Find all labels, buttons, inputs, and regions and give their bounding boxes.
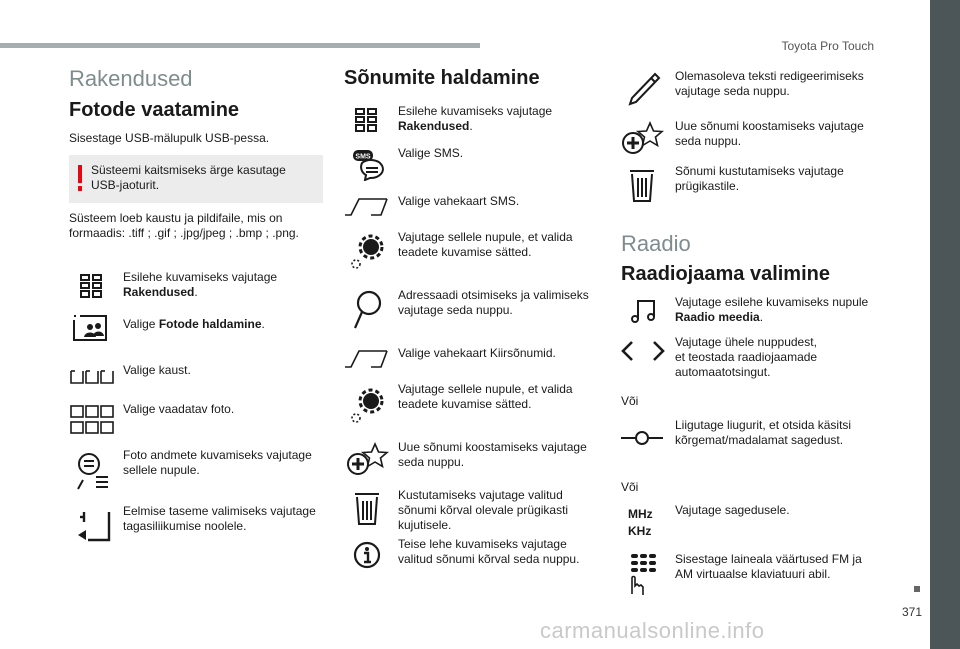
- step-text: Eelmise taseme valimiseks vajutage: [123, 504, 316, 518]
- photo-info-icon: [76, 451, 110, 491]
- step-text: Valige SMS.: [398, 146, 464, 160]
- formats-line-2: formaadis: .tiff ; .gif ; .jpg/jpeg ; .bmp ; .png.: [69, 226, 299, 240]
- watermark: carmanualsonline.info: [540, 618, 765, 643]
- warning-line-1: Süsteemi kaitsmiseks ärge kasutage: [91, 163, 286, 177]
- tab-icon: [344, 198, 388, 216]
- step-text: Vajutage esilehe kuvamiseks nupule: [675, 295, 869, 309]
- warning-mark-icon: [77, 165, 83, 191]
- or-label: Või: [621, 480, 639, 494]
- step-text: Kustutamiseks vajutage valitud: [398, 488, 563, 502]
- chevrons-icon: [620, 340, 666, 362]
- step-text: Vajutage sellele nupule, et valida: [398, 382, 573, 396]
- warning-line-2: USB-jaoturit.: [91, 178, 160, 192]
- settings-gears-icon: [347, 232, 385, 272]
- bold-term: Raadio meedia: [675, 310, 760, 324]
- intro-text: Sisestage USB-mälupulk USB-pessa.: [69, 131, 270, 145]
- frequency-icon: [628, 506, 664, 540]
- photo-viewer-icon: [72, 314, 108, 342]
- step-text-bold-line: [675, 310, 763, 325]
- new-message-icon: [347, 442, 389, 476]
- end-mark: [914, 586, 920, 592]
- step-text: Uue sõnumi koostamiseks vajutage: [675, 119, 864, 133]
- step-text: seda nuppu.: [398, 455, 465, 469]
- sms-icon: [352, 149, 386, 181]
- apps-grid-icon: [80, 274, 102, 298]
- top-rule: [0, 43, 480, 48]
- bold-term: Rakendused: [123, 285, 195, 299]
- step-text: valitud sõnumi kõrval seda nuppu.: [398, 552, 580, 566]
- step-text: Liigutage liugurit, et otsida käsitsi: [675, 418, 852, 432]
- punct: .: [759, 310, 764, 324]
- page-edge-tab: [930, 0, 960, 649]
- pencil-icon: [627, 72, 661, 108]
- bold-term: Fotode haldamine: [158, 317, 262, 331]
- photo-grid-icon: [70, 405, 114, 434]
- punct: .: [194, 285, 198, 299]
- step-text: kõrgemat/madalamat sagedust.: [675, 433, 844, 447]
- step-text: Sisestage laineala väärtused FM ja: [675, 552, 862, 566]
- step-text: teadete kuvamise sätted.: [398, 397, 532, 411]
- page-number: 371: [901, 605, 922, 619]
- step-text: sõnumi kõrval olevale prügikasti: [398, 503, 569, 517]
- step-text: prügikastile.: [675, 179, 740, 193]
- step-text: Uue sõnumi koostamiseks vajutage: [398, 440, 587, 454]
- sms-icon-text: SMS: [355, 153, 371, 161]
- apps-grid-icon: [355, 108, 377, 132]
- step-text: Vajutage ühele nuppudest,: [675, 335, 817, 349]
- step-text: seda nuppu.: [675, 134, 742, 148]
- warning-box: [69, 155, 323, 203]
- search-icon: [352, 290, 382, 330]
- step-text: [123, 317, 265, 332]
- step-text: Vajutage sagedusele.: [675, 503, 790, 517]
- mhz-label: MHz: [628, 507, 653, 521]
- keypad-icon: [624, 552, 660, 596]
- punct: .: [261, 317, 265, 331]
- tab-icon: [344, 350, 388, 368]
- step-text: Olemasoleva teksti redigeerimiseks: [675, 69, 864, 83]
- pre: Valige: [123, 317, 159, 331]
- step-text-bold-line: [123, 285, 198, 300]
- trash-icon: [629, 169, 655, 203]
- step-text: automaatotsingut.: [675, 365, 771, 379]
- section-title-apps: Rakendused: [69, 66, 193, 91]
- step-text: Esilehe kuvamiseks vajutage: [398, 104, 553, 118]
- step-text: et teostada raadiojaamade: [675, 350, 818, 364]
- slider-icon: [620, 427, 664, 449]
- music-note-icon: [630, 298, 656, 324]
- settings-gears-icon: [347, 386, 385, 426]
- step-text: AM virtuaalse klaviatuuri abil.: [675, 567, 831, 581]
- step-text: Valige vaadatav foto.: [123, 402, 235, 416]
- bold-term: Rakendused: [398, 119, 470, 133]
- or-label: Või: [621, 394, 639, 408]
- step-text: Vajutage sellele nupule, et valida: [398, 230, 573, 244]
- step-text: tagasiliikumise noolele.: [123, 519, 247, 533]
- step-text: sellele nupule.: [123, 463, 200, 477]
- step-text: Foto andmete kuvamiseks vajutage: [123, 448, 312, 462]
- step-text: teadete kuvamise sätted.: [398, 245, 532, 259]
- section-title-radio: Raadio: [621, 231, 691, 256]
- formats-line-1: Süsteem loeb kaustu ja pildifaile, mis on: [69, 211, 283, 225]
- step-text: vajutage seda nuppu.: [398, 303, 513, 317]
- back-arrow-icon: [76, 510, 112, 542]
- step-text: Adressaadi otsimiseks ja valimiseks: [398, 288, 589, 302]
- heading-photos: Fotode vaatamine: [69, 99, 240, 121]
- step-text: Teise lehe kuvamiseks vajutage: [398, 537, 567, 551]
- brand-label: Toyota Pro Touch: [781, 39, 874, 53]
- info-icon: [353, 541, 381, 569]
- new-message-icon: [622, 121, 664, 155]
- step-text: Valige vahekaart Kiirsõnumid.: [398, 346, 556, 360]
- step-text-bold-line: [398, 119, 473, 134]
- step-text: kujutisele.: [398, 518, 452, 532]
- heading-radio: Raadiojaama valimine: [621, 263, 830, 285]
- step-text: vajutage seda nuppu.: [675, 84, 790, 98]
- heading-messages: Sõnumite haldamine: [344, 67, 540, 89]
- folders-icon: [70, 370, 114, 384]
- trash-icon: [354, 492, 380, 526]
- step-text: Valige kaust.: [123, 363, 191, 377]
- punct: .: [469, 119, 473, 133]
- step-text: Valige vahekaart SMS.: [398, 194, 520, 208]
- step-text: Sõnumi kustutamiseks vajutage: [675, 164, 844, 178]
- khz-label: KHz: [628, 524, 652, 538]
- step-text: Esilehe kuvamiseks vajutage: [123, 270, 278, 284]
